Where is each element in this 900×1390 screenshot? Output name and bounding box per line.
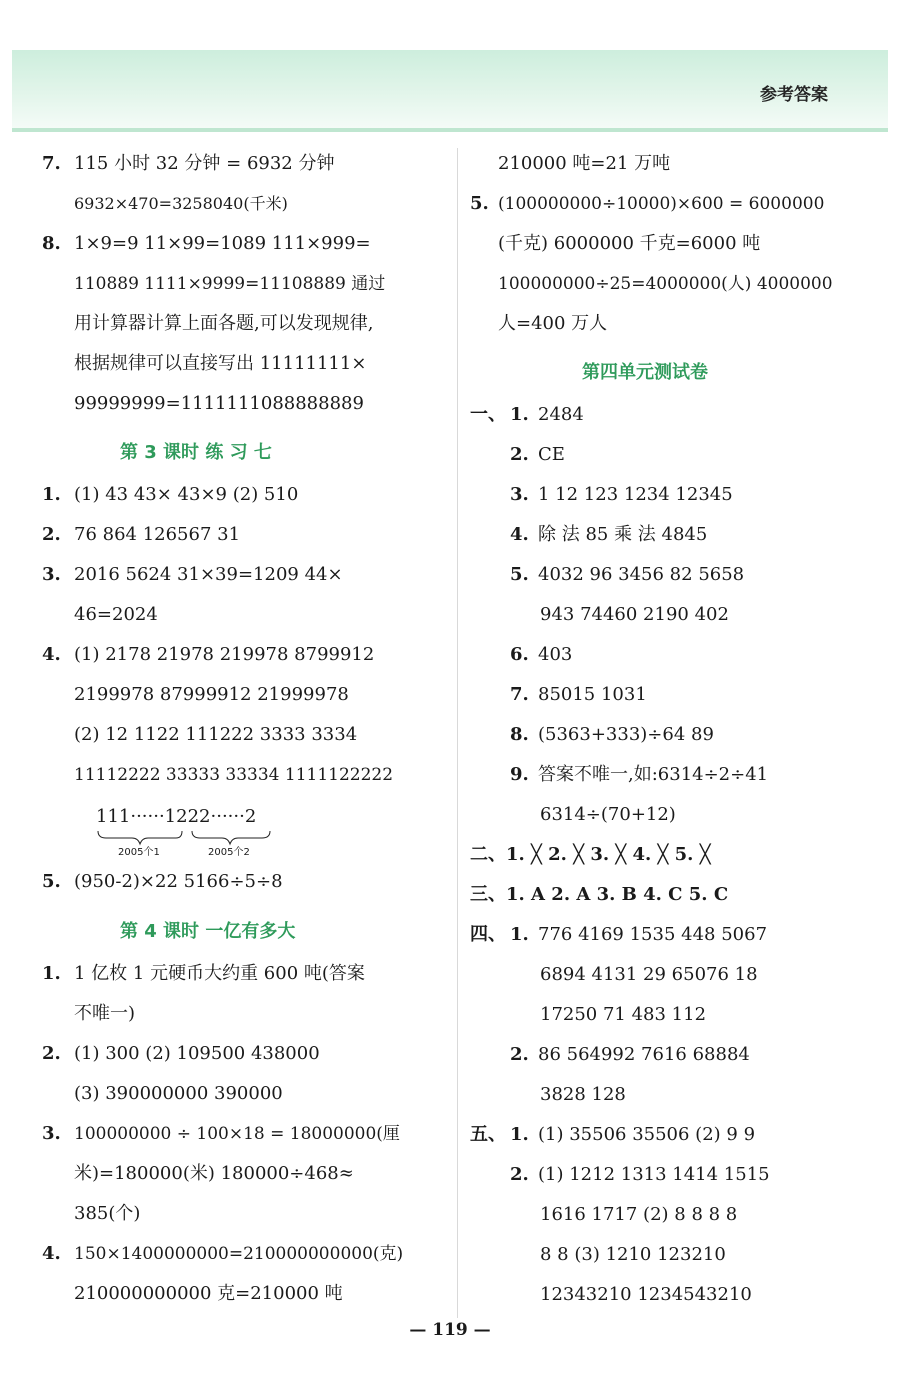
answer-line: 6932×470=3258040(千米) — [74, 194, 288, 213]
column-divider — [457, 148, 458, 1318]
answer-line: 1. (1) 43 43× 43×9 (2) 510 — [42, 484, 299, 505]
answer-line: 12343210 1234543210 — [540, 1284, 752, 1305]
answer-line: 385(个) — [74, 1203, 141, 1224]
page-header-title: 参考答案 — [760, 85, 828, 105]
section-heading: 第四单元测试卷 — [582, 362, 708, 383]
answer-line: 99999999=1111111088888889 — [74, 393, 364, 414]
answer-line: 6. 403 — [510, 644, 573, 665]
answer-line: 五、 1. (1) 35506 35506 (2) 9 9 — [470, 1124, 756, 1145]
answer-line: 8 8 (3) 1210 123210 — [540, 1244, 726, 1265]
answer-line: 210000000000 克=210000 吨 — [74, 1283, 343, 1304]
answer-line: 2. 86 564992 7616 68884 — [510, 1044, 750, 1065]
answer-line: (3) 390000000 390000 — [74, 1083, 283, 1104]
answer-line: 1. 1 亿枚 1 元硬币大约重 600 吨(答案 — [42, 963, 365, 984]
answer-line: 6314÷(70+12) — [540, 804, 676, 825]
section-heading: 第 4 课时 一亿有多大 — [120, 921, 296, 942]
answer-line: 6894 4131 29 65076 18 — [540, 964, 758, 985]
answer-line: 4. (1) 2178 21978 219978 8799912 — [42, 644, 375, 665]
answer-line: 3. 1 12 123 1234 12345 — [510, 484, 733, 505]
answer-line: 8. (5363+333)÷64 89 — [510, 724, 714, 745]
answer-line: 4. 除 法 85 乘 法 4845 — [510, 524, 708, 545]
answer-line: 不唯一) — [74, 1003, 136, 1024]
underbrace-label: 2005个2 — [208, 847, 250, 858]
answer-line: 5. (950-2)×22 5166÷5÷8 — [42, 871, 283, 892]
answer-line: 8. 1×9=9 11×99=1089 111×999= — [42, 233, 371, 254]
answer-line: 3. 2016 5624 31×39=1209 44× — [42, 564, 343, 585]
section-heading: 第 3 课时 练 习 七 — [120, 442, 272, 463]
answer-line: 110889 1111×9999=11108889 通过 — [74, 274, 386, 294]
answer-line: 943 74460 2190 402 — [540, 604, 729, 625]
underbrace-icon — [96, 829, 276, 849]
answer-line: 2. (1) 300 (2) 109500 438000 — [42, 1043, 320, 1064]
answer-line: 7. 85015 1031 — [510, 684, 647, 705]
underbrace-main: 111······1222······2 — [96, 806, 257, 827]
answer-line: 人=400 万人 — [498, 313, 608, 334]
answer-line: 二、1. ╳ 2. ╳ 3. ╳ 4. ╳ 5. ╳ — [470, 844, 711, 865]
answer-line: 7. 115 小时 32 分钟 = 6932 分钟 — [42, 153, 335, 174]
answer-line: 46=2024 — [74, 604, 158, 625]
answer-line: 17250 71 483 112 — [540, 1004, 707, 1025]
underbrace-label: 2005个1 — [118, 847, 160, 858]
answer-line: 1616 1717 (2) 8 8 8 8 — [540, 1204, 738, 1225]
answer-line: 3828 128 — [540, 1084, 626, 1105]
answer-line: 4. 150×1400000000=210000000000(克) — [42, 1243, 404, 1264]
answer-line: (千克) 6000000 千克=6000 吨 — [498, 233, 761, 254]
answer-line: 5. 4032 96 3456 82 5658 — [510, 564, 745, 585]
answer-line: 一、 1. 2484 — [470, 404, 584, 425]
answer-line: 100000000÷25=4000000(人) 4000000 — [498, 274, 833, 294]
answer-line: 5. (100000000÷10000)×600 = 6000000 — [470, 193, 825, 214]
answer-line: 米)=180000(米) 180000÷468≈ — [74, 1163, 354, 1184]
answer-line: 2. (1) 1212 1313 1414 1515 — [510, 1164, 770, 1185]
answer-line: (2) 12 1122 111222 3333 3334 — [74, 724, 358, 745]
header-band — [12, 50, 888, 132]
answer-line: 9. 答案不唯一,如:6314÷2÷41 — [510, 764, 769, 785]
answer-line: 210000 吨=21 万吨 — [498, 153, 671, 174]
answer-line: 2199978 87999912 21999978 — [74, 684, 349, 705]
answer-line: 3. 100000000 ÷ 100×18 = 18000000(厘 — [42, 1123, 400, 1144]
answer-line: 11112222 33333 33334 1111122222 — [74, 765, 394, 785]
answer-line: 2. CE — [510, 444, 565, 465]
answer-line: 用计算器计算上面各题,可以发现规律, — [74, 313, 374, 334]
answer-line: 四、 1. 776 4169 1535 448 5067 — [470, 924, 768, 945]
answer-line: 三、1. A 2. A 3. B 4. C 5. C — [470, 884, 729, 905]
answer-line: 2. 76 864 126567 31 — [42, 524, 241, 545]
underbrace-expression — [96, 805, 276, 865]
page-number: — 119 — — [409, 1320, 491, 1340]
answer-line: 根据规律可以直接写出 11111111× — [74, 353, 367, 374]
